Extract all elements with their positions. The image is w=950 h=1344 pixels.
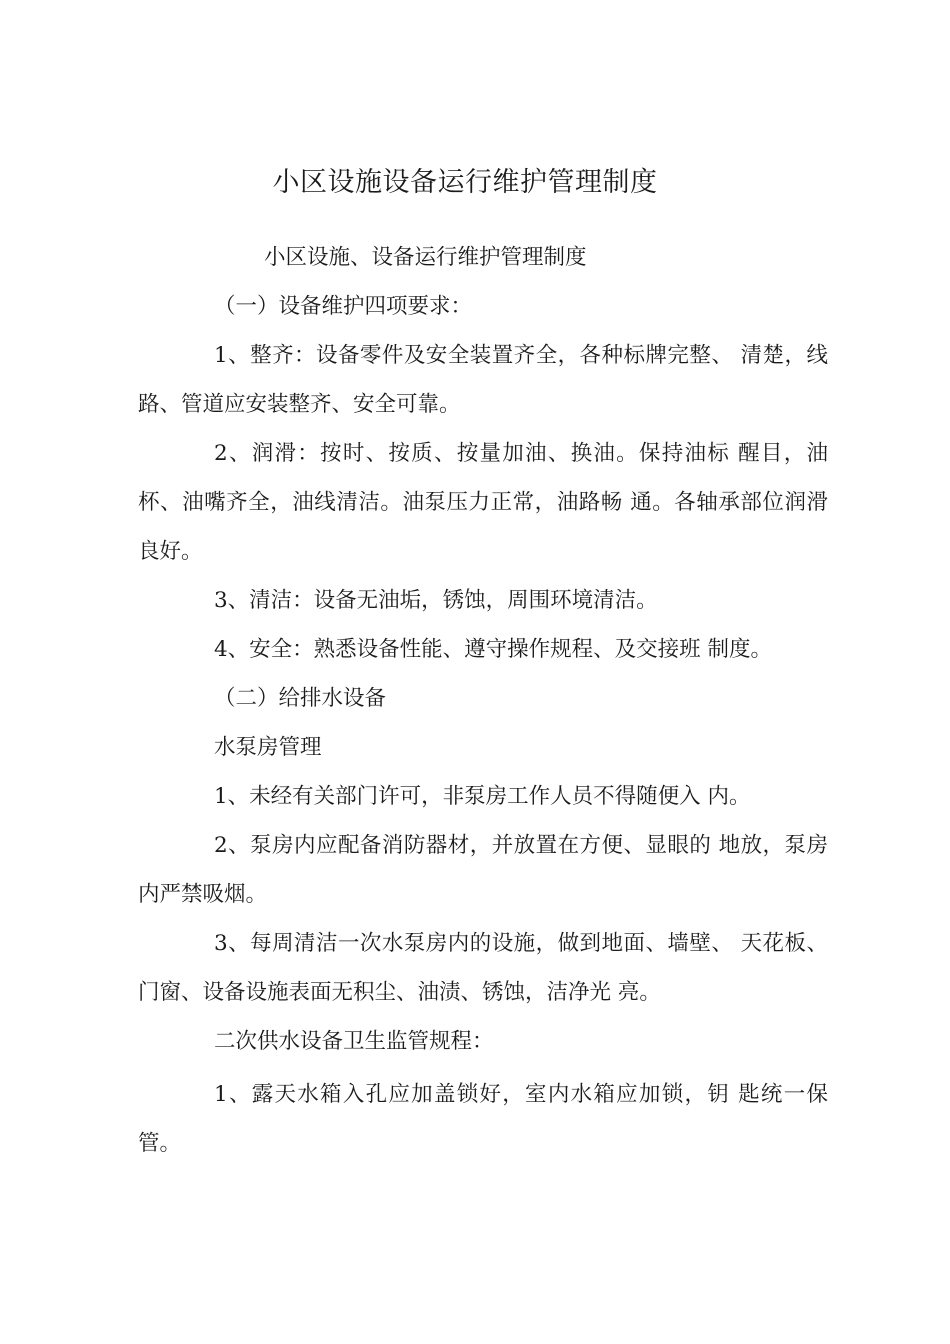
paragraph-safety: 4、安全：熟悉设备性能、遵守操作规程、及交接班 制度。 bbox=[214, 637, 773, 662]
section-heading-maintenance-requirements: （一）设备维护四项要求： bbox=[214, 294, 473, 319]
paragraph-water-tank-lock: 1、露天水箱入孔应加盖锁好，室内水箱应加锁，钥 匙统一保管。 bbox=[138, 1082, 828, 1156]
paragraph-cleanliness: 3、清洁：设备无油垢，锈蚀，周围环境清洁。 bbox=[214, 588, 658, 613]
document-subtitle: 小区设施、设备运行维护管理制度 bbox=[264, 245, 587, 270]
paragraph-pump-room-fire: 2、泵房内应配备消防器材，并放置在方便、显眼的 地放，泵房内严禁吸烟。 bbox=[138, 833, 828, 907]
document-body bbox=[138, 233, 828, 1168]
paragraph-pump-room-cleaning: 3、每周清洁一次水泵房内的设施，做到地面、墙壁、 天花板、门窗、设备设施表面无积尘、油渍、锈蚀，洁净光 亮。 bbox=[138, 931, 828, 1005]
paragraph-tidiness: 1、整齐：设备零件及安全装置齐全，各种标牌完整、 清楚，线路、管道应安装整齐、安全可靠。 bbox=[138, 343, 828, 417]
section-heading-water-equipment: （二）给排水设备 bbox=[214, 686, 387, 711]
subheading-pump-room: 水泵房管理 bbox=[214, 735, 322, 760]
document-title: 小区设施设备运行维护管理制度 bbox=[272, 167, 658, 198]
subheading-secondary-water-supply: 二次供水设备卫生监管规程： bbox=[214, 1029, 494, 1054]
paragraph-pump-room-access: 1、未经有关部门许可，非泵房工作人员不得随便入 内。 bbox=[214, 784, 751, 809]
paragraph-lubrication: 2、润滑：按时、按质、按量加油、换油。保持油标 醒目，油杯、油嘴齐全，油线清洁。油泵压力正常，油路畅 通。各轴承部位润滑良好。 bbox=[138, 441, 828, 564]
